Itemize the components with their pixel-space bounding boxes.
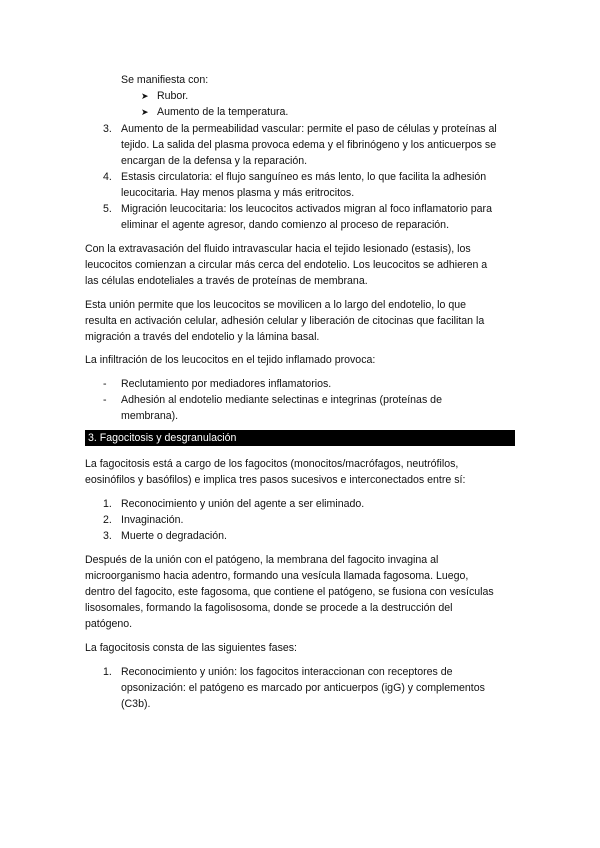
step-line: tejido. La salida del plasma provoca edema y el fibrinógeno y los anticuerpos se	[121, 139, 497, 151]
paragraph-line: La infiltración de los leucocitos en el tejido inflamado provoca:	[85, 354, 376, 366]
step-number: 3.	[103, 123, 112, 135]
paragraph-line: resulta en activación celular, adhesión celular y liberación de citocinas que facilitan la	[85, 315, 485, 327]
step-line: Reconocimiento y unión: los fagocitos interaccionan con receptores de	[121, 666, 453, 678]
paragraph-line: lisosomales, formando la fagolisosoma, donde se procede a la destrucción del	[85, 602, 453, 614]
paragraph-line: Con la extravasación del fluido intravascular hacia el tejido lesionado (estasis), los	[85, 243, 471, 255]
paragraph-line: eosinófilos y basófilos) e implica tres pasos sucesivos e interconectados entre sí:	[85, 474, 466, 486]
paragraph-line: La fagocitosis consta de las siguientes fases:	[85, 642, 297, 654]
step-line: encargan de la defensa y la reparación.	[121, 155, 308, 167]
dash-bullet: -	[103, 378, 107, 390]
step-number: 4.	[103, 171, 112, 183]
paragraph-line: La fagocitosis está a cargo de los fagocitos (monocitos/macrófagos, neutrófilos,	[85, 458, 459, 470]
paragraph-line: Esta unión permite que los leucocitos se movilicen a lo largo del endotelio, lo que	[85, 299, 467, 311]
step-line: Invaginación.	[121, 514, 184, 526]
paragraph-line: migración a través del endotelio y la lámina basal.	[85, 331, 320, 343]
arrow-bullet-icon: ➤	[141, 107, 149, 117]
step-line: opsonización: el patógeno es marcado por anticuerpos (igG) y complementos	[121, 682, 485, 694]
step-number: 1.	[103, 498, 112, 510]
step-line: eliminar el agente agresor, dando comienzo al proceso de reparación.	[121, 219, 450, 231]
dash-item-line: membrana).	[121, 410, 179, 422]
manifest-item: Aumento de la temperatura.	[157, 106, 289, 118]
paragraph-line: microorganismo hacia adentro, formando una vesícula llamada fagosoma. Luego,	[85, 570, 469, 582]
section-heading: 3. Fagocitosis y desgranulación	[85, 430, 515, 446]
paragraph-line: leucocitos comienzan a circular más cerca del endotelio. Los leucocitos se adhieren a	[85, 259, 488, 271]
paragraph-line: Después de la unión con el patógeno, la membrana del fagocito invagina al	[85, 554, 439, 566]
paragraph-line: patógeno.	[85, 618, 133, 630]
step-line: Estasis circulatoria: el flujo sanguíneo es más lento, lo que facilita la adhesión	[121, 171, 487, 183]
paragraph-line: dentro del fagocito, este fagosoma, que contiene el patógeno, se fusiona con vesículas	[85, 586, 494, 598]
paragraph-line: las células endoteliales a través de proteínas de membrana.	[85, 275, 368, 287]
dash-item-line: Reclutamiento por mediadores inflamatorios.	[121, 378, 332, 390]
step-number: 3.	[103, 530, 112, 542]
step-line: Aumento de la permeabilidad vascular: permite el paso de células y proteínas al	[121, 123, 497, 135]
arrow-bullet-icon: ➤	[141, 91, 149, 101]
step-line: Muerte o degradación.	[121, 530, 228, 542]
manifest-item: Rubor.	[157, 90, 189, 102]
step-line: Migración leucocitaria: los leucocitos activados migran al foco inflamatorio para	[121, 203, 492, 215]
step-line: (C3b).	[121, 698, 151, 710]
step-number: 1.	[103, 666, 112, 678]
dash-bullet: -	[103, 394, 107, 406]
step-number: 5.	[103, 203, 112, 215]
dash-item-line: Adhesión al endotelio mediante selectinas e integrinas (proteínas de	[121, 394, 442, 406]
step-number: 2.	[103, 514, 112, 526]
step-line: leucocitaria. Hay menos plasma y más eritrocitos.	[121, 187, 355, 199]
intro-line: Se manifiesta con:	[121, 74, 209, 86]
step-line: Reconocimiento y unión del agente a ser eliminado.	[121, 498, 365, 510]
